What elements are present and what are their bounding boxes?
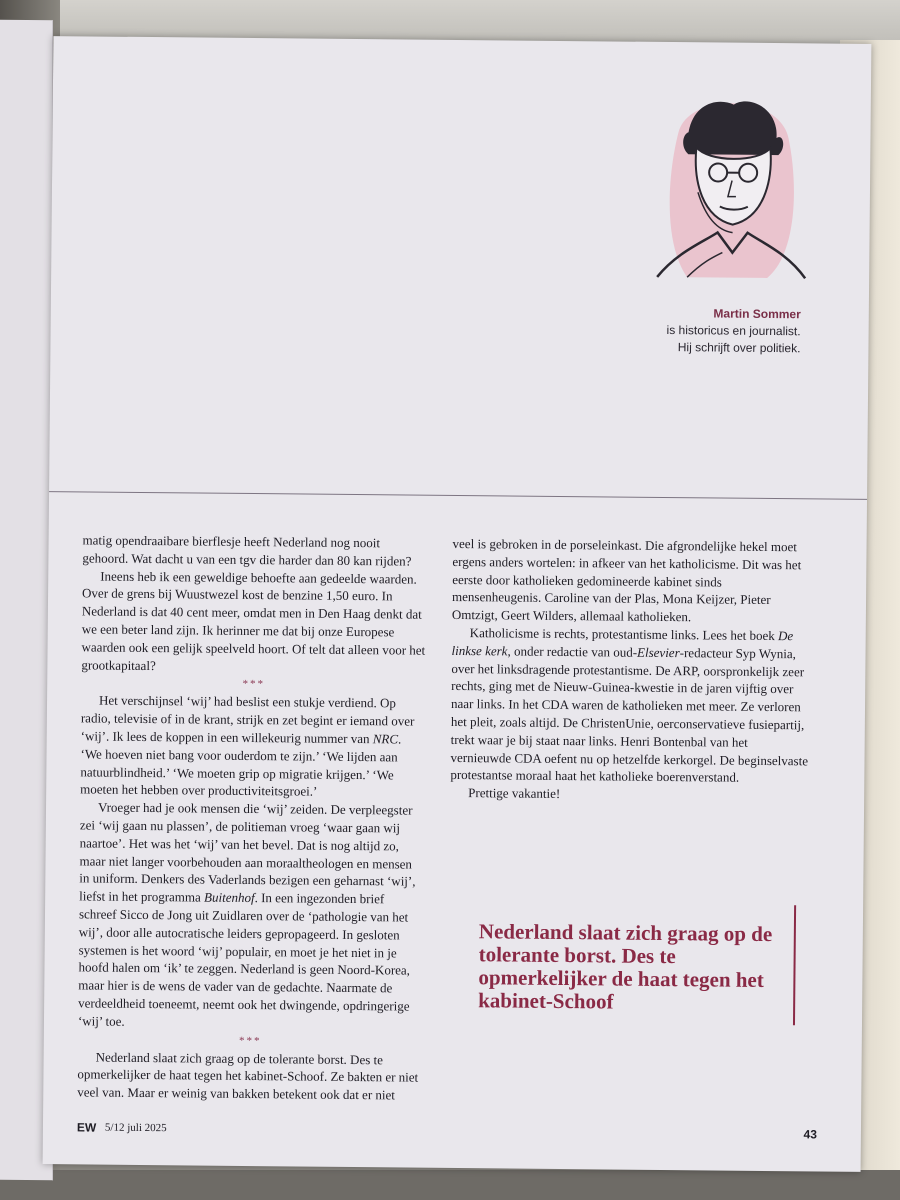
article-paragraph: Katholicisme is rechts, protestantisme links. Lees het boek De linkse kerk, onder redactie van oud-Elsevier-redacteur Syp Wynia, over het linksdragende protestantisme. De ARP, oorspronkelijk zeer rechts, ging met de Nieuw-Guinea-kwestie in de jaren vijftig over naar links. In het CDA waren de katholieken met meer. Ze verloren het pleit, zoals altijd. De ChristenUnie, oerconservatieve fusiepartij, trekt waar je bij staat naar links. Henri Bontenbal van het vernieuwde CDA oefent nu op hetzelfde kerkorgel. De beginselvaste protestantse moraal haat het katholieke boerenverstand.	[450, 625, 809, 786]
article-paragraph: matig opendraaibare bierflesje heeft Nederland nog nooit gehoord. Wat dacht u van een tgv die harder dan 80 kan rijden?	[82, 532, 412, 569]
article-paragraph: Ineens heb ik een geweldige behoefte aan gedeelde waarden. Over de grens bij Wuustwezel kost de benzine 1,50 euro. In Nederland is dat 40 cent meer, omdat men in Den Haag denkt dat we een beter land zijn. Ik herinner me dat bij onze Europese waarden ook een gelijk speelveld hoort. Of telt dat alleen voor het grootkapitaal?	[81, 568, 426, 673]
author-name: Martin Sommer	[713, 306, 801, 322]
author-portrait-illustration	[647, 92, 809, 284]
pull-quote-rule	[793, 905, 796, 1025]
page-number: 43	[803, 1127, 817, 1142]
book-title: De linkse kerk	[451, 628, 794, 659]
article-paragraph: Het verschijnsel ‘wij’ had beslist een stukje verdiend. Op radio, televisie of in de krant, strijk en zet begint er iemand over ‘wij’. Ik lees de koppen in een willekeurig nummer van NRC. ‘We hoeven niet bang voor ouderdom te zijn.’ ‘We lijden aan natuurblindheid.’ ‘We moeten grip op migratie krijgen.’ ‘We moeten het hebben over productiviteitsgroei.’	[80, 692, 415, 800]
pull-quote: Nederland slaat zich graag op de tolerante borst. Des te opmerkelijker de haat tegen het kabinet-Schoof	[478, 919, 773, 1014]
article-paragraph: veel is gebroken in de porseleinkast. Die afgrondelijke hekel moet ergens anders wortelen: in afkeer van het katholicisme. Dit was het eerste door katholieken gedomineerde kabinet sinds mensenheugenis. Caroline van der Plas, Mona Keijzer, Pieter Omtzigt, Geert Wilders, allemaal katholieken.	[451, 535, 802, 625]
issue-date: 5/12 juli 2025	[104, 1121, 167, 1135]
section-separator: ***	[238, 1034, 262, 1047]
article-column-right	[450, 535, 813, 805]
program-name: Buitenhof	[204, 889, 255, 906]
author-description-line: is historicus en journalist.	[666, 322, 801, 339]
publication-name: NRC	[372, 731, 399, 747]
publication-name: Elsevier	[637, 644, 680, 660]
article-paragraph: Vroeger had je ook mensen die ‘wij’ zeiden. De verpleegster zei ‘wij gaan nu plassen’, de politieman vroeg ‘waar gaan wij naartoe’. Het was het ‘wij’ van het bevel. Dat is nog altijd zo, maar niet langer voorbehouden aan moraaltheologen en mensen in uniform. Denkers des Vaderlands bezigen een geharnast ‘wij’, liefst in het programma Buitenhof. In een ingezonden brief schreef Sicco de Jong uit Zuidlaren over de ‘pathologie van het wij’, door alle autocratische leiders gepropageerd. In gesloten systemen is het woord ‘wij’ populair, en moet je het niet in je hoofd halen om ‘ik’ te zeggen. Nederland is geen Noord-Korea, maar hier is de wens de vader van de gedachte. Naarmate de verdeeldheid toeneemt, neemt ook het dwingende, opdringerige ‘wij’ toe.	[77, 799, 416, 1029]
background-bottom	[0, 1170, 900, 1200]
magazine-logo: EW	[76, 1120, 97, 1135]
magazine-page	[43, 36, 872, 1172]
section-divider-rule	[49, 491, 867, 500]
article-column-left	[77, 531, 427, 1104]
section-separator: ***	[242, 678, 266, 691]
author-byline	[650, 305, 800, 357]
author-description-line: Hij schrijft over politiek.	[677, 340, 801, 356]
article-paragraph: Prettige vakantie!	[468, 785, 561, 802]
article-paragraph: Nederland slaat zich graag op de tolerante borst. Des te opmerkelijker de haat tegen het kabinet-Schoof. Ze bakten er niet veel van. Maar er weinig van bakken betekent ook dat er niet	[77, 1049, 419, 1103]
